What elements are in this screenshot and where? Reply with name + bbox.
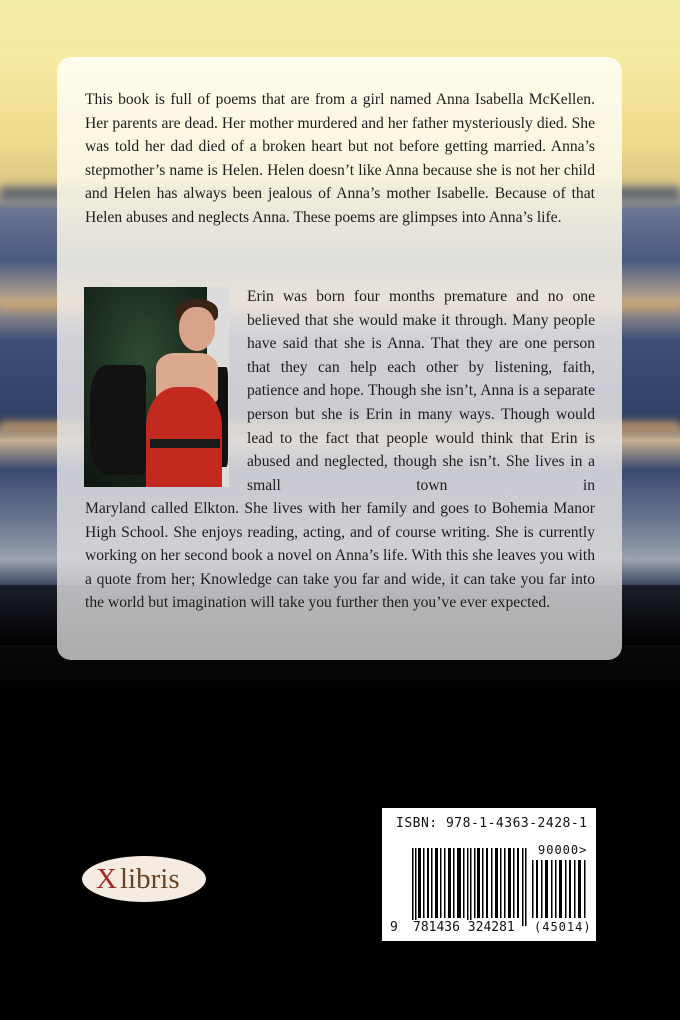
author-photo (84, 287, 229, 487)
addon-bars (532, 860, 590, 926)
barcode-first-digit: 9 (390, 920, 398, 935)
cardigan-left (90, 365, 146, 475)
synopsis-paragraph: This book is full of poems that are from a girl named Anna Isabella McKellen. Her parents are dead. Her mother murdered and her father mysteriously died. She was told her dad died of a broken heart but not before getting married. Anna’s stepmother’s name is Helen. Helen doesn’t like Anna because she is not her child and Helen has always been jealous of Anna’s mother Isabelle. Because of that Helen abuses and neglects Anna. These poems are glimpses into Anna’s life. (85, 91, 595, 226)
red-dress (146, 387, 222, 487)
price-code: (45014) (534, 920, 592, 934)
face (179, 307, 215, 351)
addon-code: 90000> (538, 843, 588, 857)
author-bio-paragraph: Erin was born four months premature and no one believed that she would make it through. Many people have said that she is Anna. That they are one person that they can help each other by listening, faith, patience and hope. Though she isn’t, Anna is a separate person but she is Erin in many ways. Though would lead to the fact that people would think that Erin is abused and neglected, though she isn’t. She lives in a small town in (247, 288, 595, 494)
barcode-main-digits: 781436 324281 (413, 920, 515, 935)
logo-x: X (96, 863, 117, 895)
author-bio-continued: Maryland called Elkton. She lives with her family and goes to Bohemia Manor High School. She enjoys reading, acting, and of course writing. She is currently working on her second book a novel on Anna’s life. With this she leaves you with a quote from her; Knowledge can take you far and wide, it can take you far into the world but imagination will take you further then you’ve ever expected. (85, 500, 595, 612)
barcode-bars (412, 848, 530, 926)
logo-text: libris (120, 863, 180, 895)
xlibris-logo (82, 856, 206, 902)
belt (150, 439, 220, 448)
isbn-label: ISBN: 978-1-4363-2428-1 (396, 816, 588, 831)
isbn-barcode (382, 808, 596, 941)
